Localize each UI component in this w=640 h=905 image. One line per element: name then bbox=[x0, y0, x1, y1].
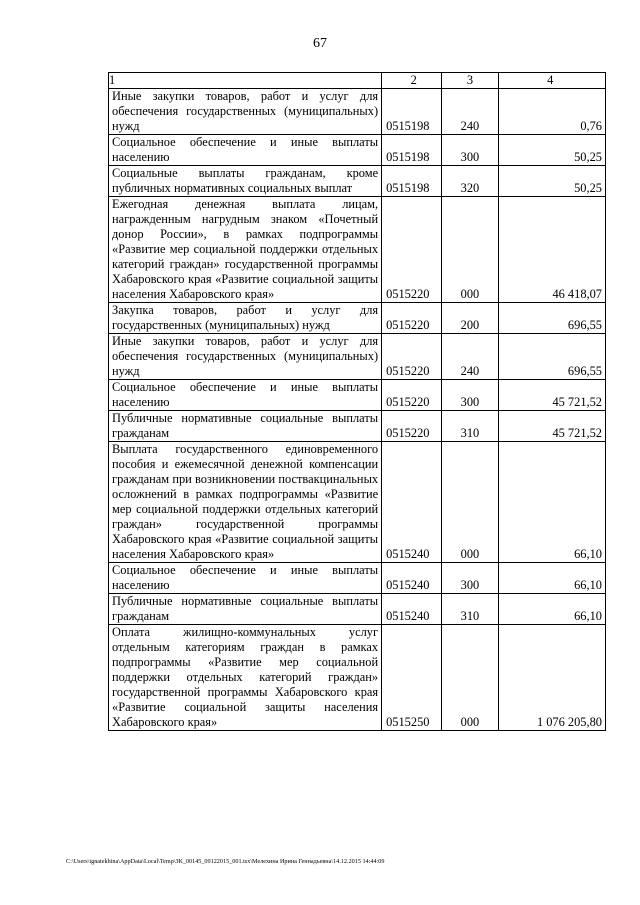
table-row bbox=[109, 135, 606, 166]
table-row bbox=[109, 166, 606, 197]
header-col-2: 2 bbox=[382, 73, 442, 89]
header-col-4: 4 bbox=[498, 73, 605, 89]
row-type-cell: 000 bbox=[442, 625, 498, 731]
row-type-cell: 310 bbox=[442, 411, 498, 442]
row-sum-cell: 66,10 bbox=[498, 563, 605, 594]
row-name-cell: Социальное обеспечение и иные выплаты населению bbox=[109, 563, 382, 594]
row-name-cell: Социальное обеспечение и иные выплаты населению bbox=[109, 380, 382, 411]
row-type-cell: 000 bbox=[442, 442, 498, 563]
row-code-cell: 0515198 bbox=[382, 135, 442, 166]
row-sum-cell: 66,10 bbox=[498, 594, 605, 625]
row-sum-cell: 66,10 bbox=[498, 442, 605, 563]
header-col-1: 1 bbox=[109, 73, 382, 89]
table-header-row bbox=[109, 73, 606, 89]
row-code-cell: 0515220 bbox=[382, 197, 442, 303]
table-row bbox=[109, 380, 606, 411]
row-name-cell: Ежегодная денежная выплата лицам, награжденным нагрудным знаком «Почетный донор России», в рамках подпрограммы «Развитие мер социальной поддержки отдельных категорий граждан» государственной программы Хабаровского края «Развитие социальной защиты населения Хабаровского края» bbox=[109, 197, 382, 303]
row-name-cell: Оплата жилищно-коммунальных услуг отдельным категориям граждан в рамках подпрограммы «Развитие мер социальной поддержки отдельных категорий граждан» государственной программы Хабаровского края «Развитие социальной защиты населения Хабаровского края» bbox=[109, 625, 382, 731]
row-type-cell: 310 bbox=[442, 594, 498, 625]
row-code-cell: 0515220 bbox=[382, 303, 442, 334]
table-row bbox=[109, 334, 606, 380]
row-code-cell: 0515240 bbox=[382, 594, 442, 625]
row-sum-cell: 50,25 bbox=[498, 166, 605, 197]
table-row bbox=[109, 625, 606, 731]
row-name-cell: Иные закупки товаров, работ и услуг для обеспечения государственных (муниципальных) нужд bbox=[109, 334, 382, 380]
row-type-cell: 300 bbox=[442, 563, 498, 594]
row-sum-cell: 50,25 bbox=[498, 135, 605, 166]
row-type-cell: 300 bbox=[442, 380, 498, 411]
table-row bbox=[109, 563, 606, 594]
row-code-cell: 0515220 bbox=[382, 334, 442, 380]
header-col-3: 3 bbox=[442, 73, 498, 89]
row-name-cell: Социальные выплаты гражданам, кроме публичных нормативных социальных выплат bbox=[109, 166, 382, 197]
row-code-cell: 0515250 bbox=[382, 625, 442, 731]
row-type-cell: 000 bbox=[442, 197, 498, 303]
budget-table bbox=[108, 72, 606, 731]
row-sum-cell: 45 721,52 bbox=[498, 380, 605, 411]
row-code-cell: 0515220 bbox=[382, 411, 442, 442]
row-name-cell: Выплата государственного единовременного пособия и ежемесячной денежной компенсации гражданам при возникновении поствакцинальных осложнений в рамках подпрограммы «Развитие мер социальной поддержки отдельных категорий граждан» государственной программы Хабаровского края «Развитие социальной защиты населения Хабаровского края» bbox=[109, 442, 382, 563]
table-row bbox=[109, 411, 606, 442]
file-path-footer: C:\Users\ignatekhina\AppData\Local\Temp\ЗК_00145_09122015_001.tsx\Мелехина Ирина Геннадьевна\14.12.2015 14:44:09 bbox=[66, 858, 385, 865]
row-name-cell: Социальное обеспечение и иные выплаты населению bbox=[109, 135, 382, 166]
row-code-cell: 0515240 bbox=[382, 563, 442, 594]
row-sum-cell: 696,55 bbox=[498, 334, 605, 380]
row-type-cell: 300 bbox=[442, 135, 498, 166]
page-number: 67 bbox=[313, 36, 327, 51]
row-code-cell: 0515220 bbox=[382, 380, 442, 411]
row-name-cell: Иные закупки товаров, работ и услуг для обеспечения государственных (муниципальных) нужд bbox=[109, 89, 382, 135]
row-name-cell: Закупка товаров, работ и услуг для государственных (муниципальных) нужд bbox=[109, 303, 382, 334]
row-sum-cell: 45 721,52 bbox=[498, 411, 605, 442]
row-type-cell: 320 bbox=[442, 166, 498, 197]
table-row bbox=[109, 594, 606, 625]
row-type-cell: 240 bbox=[442, 89, 498, 135]
row-sum-cell: 696,55 bbox=[498, 303, 605, 334]
row-type-cell: 240 bbox=[442, 334, 498, 380]
row-sum-cell: 1 076 205,80 bbox=[498, 625, 605, 731]
table-row bbox=[109, 303, 606, 334]
table-row bbox=[109, 89, 606, 135]
row-code-cell: 0515198 bbox=[382, 166, 442, 197]
row-code-cell: 0515240 bbox=[382, 442, 442, 563]
row-type-cell: 200 bbox=[442, 303, 498, 334]
row-sum-cell: 46 418,07 bbox=[498, 197, 605, 303]
table-row bbox=[109, 442, 606, 563]
row-sum-cell: 0,76 bbox=[498, 89, 605, 135]
row-name-cell: Публичные нормативные социальные выплаты гражданам bbox=[109, 594, 382, 625]
row-name-cell: Публичные нормативные социальные выплаты гражданам bbox=[109, 411, 382, 442]
row-code-cell: 0515198 bbox=[382, 89, 442, 135]
table-row bbox=[109, 197, 606, 303]
